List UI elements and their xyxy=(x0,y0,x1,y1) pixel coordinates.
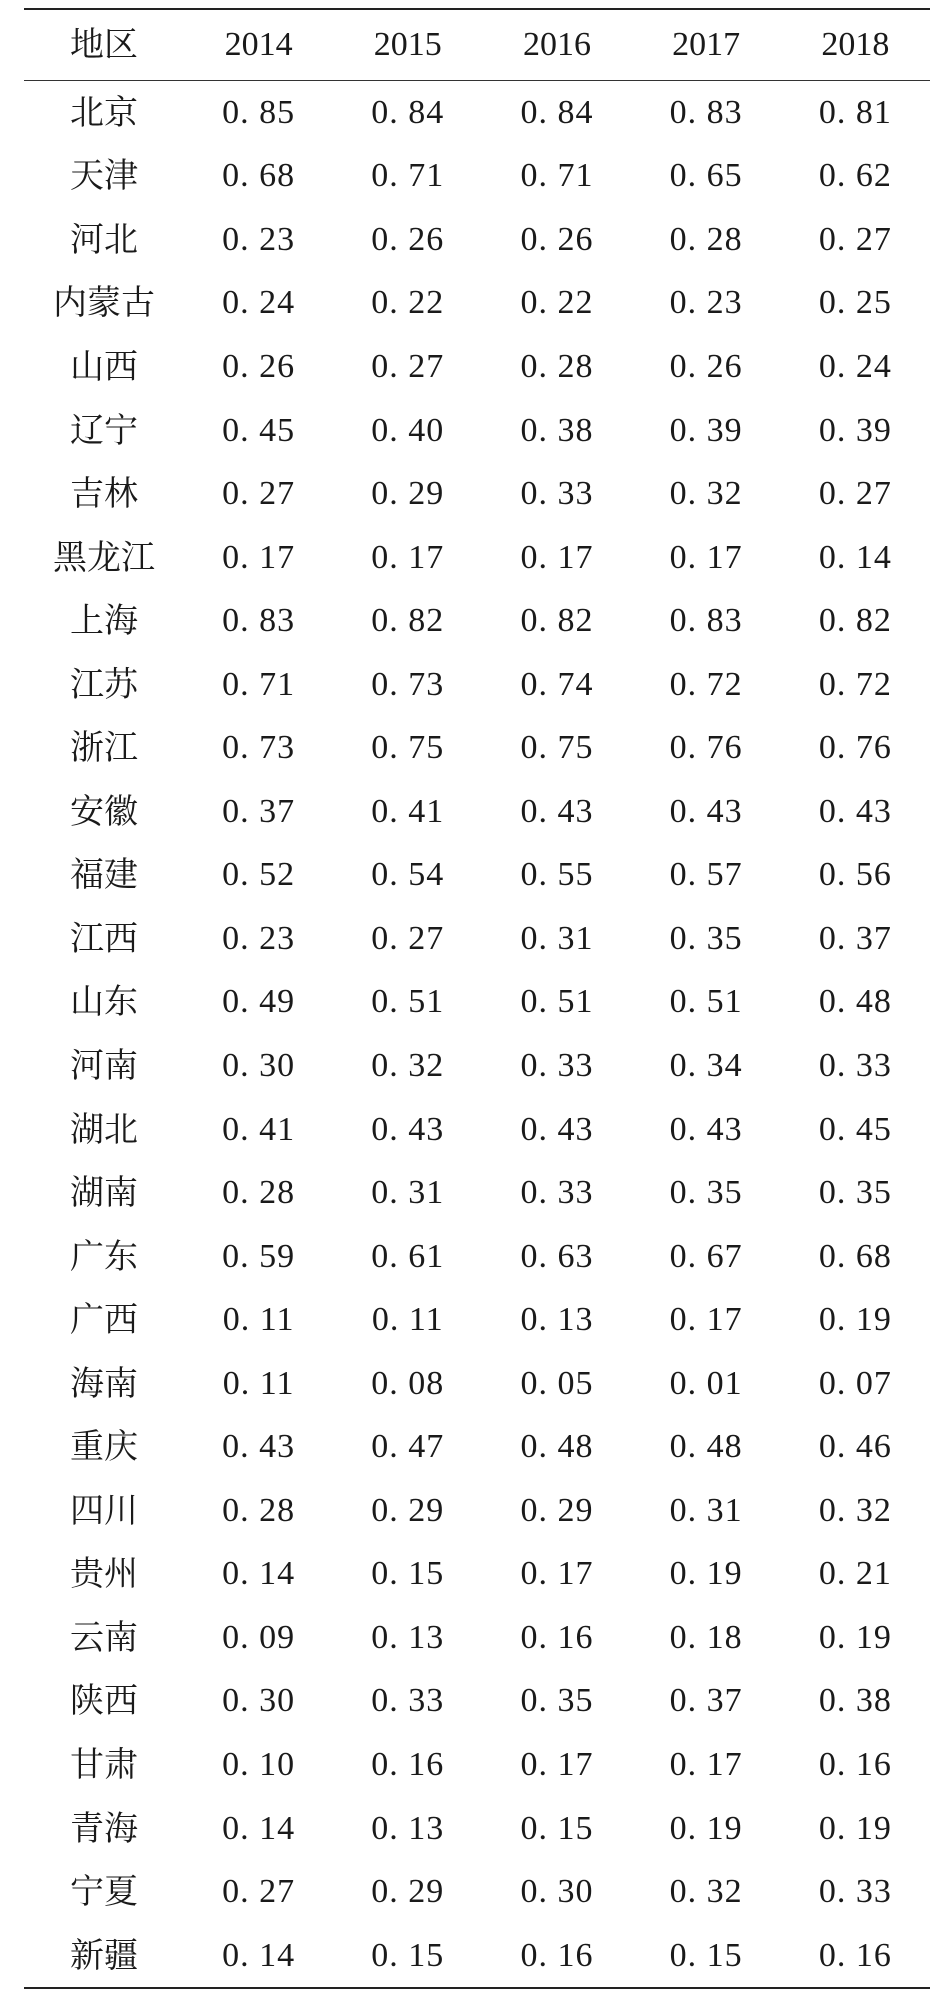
region-cell: 宁夏 xyxy=(70,1872,138,1913)
value-cell: 0. 17 xyxy=(669,538,743,576)
value-cell: 0. 10 xyxy=(222,1745,296,1783)
value-cell: 0. 26 xyxy=(669,347,743,385)
value-cell: 0. 75 xyxy=(371,729,445,767)
table-row xyxy=(24,399,930,463)
region-cell: 海南 xyxy=(70,1363,138,1404)
table-row xyxy=(24,1733,930,1797)
region-cell: 云南 xyxy=(70,1617,138,1658)
value-cell: 0. 81 xyxy=(818,93,892,131)
table-row xyxy=(24,462,930,526)
header-year-2018: 2018 xyxy=(821,26,890,63)
value-cell: 0. 43 xyxy=(818,792,892,830)
value-cell: 0. 61 xyxy=(371,1237,445,1275)
value-cell: 0. 59 xyxy=(222,1237,296,1275)
value-cell: 0. 71 xyxy=(222,665,296,703)
region-cell: 天津 xyxy=(70,156,138,197)
value-cell: 0. 31 xyxy=(371,1174,445,1212)
value-cell: 0. 55 xyxy=(520,856,594,894)
value-cell: 0. 13 xyxy=(371,1809,445,1847)
region-cell: 河北 xyxy=(70,219,138,260)
value-cell: 0. 71 xyxy=(520,157,594,195)
table-row xyxy=(24,1098,930,1162)
value-cell: 0. 30 xyxy=(222,1046,296,1084)
table-row xyxy=(24,907,930,971)
value-cell: 0. 51 xyxy=(520,983,594,1021)
region-cell: 北京 xyxy=(70,92,138,133)
value-cell: 0. 45 xyxy=(818,1110,892,1148)
value-cell: 0. 11 xyxy=(222,1364,295,1402)
value-cell: 0. 29 xyxy=(371,1491,445,1529)
table-row xyxy=(24,1352,930,1416)
value-cell: 0. 38 xyxy=(818,1682,892,1720)
value-cell: 0. 56 xyxy=(818,856,892,894)
region-cell: 青海 xyxy=(70,1808,138,1849)
value-cell: 0. 32 xyxy=(818,1491,892,1529)
value-cell: 0. 41 xyxy=(371,792,445,830)
table-row xyxy=(24,716,930,780)
value-cell: 0. 31 xyxy=(669,1491,743,1529)
value-cell: 0. 19 xyxy=(669,1809,743,1847)
value-cell: 0. 38 xyxy=(520,411,594,449)
value-cell: 0. 54 xyxy=(371,856,445,894)
region-cell: 河南 xyxy=(70,1045,138,1086)
value-cell: 0. 28 xyxy=(222,1174,296,1212)
value-cell: 0. 47 xyxy=(371,1428,445,1466)
value-cell: 0. 39 xyxy=(818,411,892,449)
value-cell: 0. 37 xyxy=(669,1682,743,1720)
value-cell: 0. 32 xyxy=(669,1873,743,1911)
value-cell: 0. 62 xyxy=(818,157,892,195)
value-cell: 0. 65 xyxy=(669,157,743,195)
value-cell: 0. 32 xyxy=(669,475,743,513)
value-cell: 0. 19 xyxy=(669,1555,743,1593)
value-cell: 0. 27 xyxy=(222,475,296,513)
region-cell: 黑龙江 xyxy=(53,537,155,578)
value-cell: 0. 01 xyxy=(669,1364,743,1402)
value-cell: 0. 40 xyxy=(371,411,445,449)
value-cell: 0. 16 xyxy=(520,1618,594,1656)
value-cell: 0. 08 xyxy=(371,1364,445,1402)
value-cell: 0. 46 xyxy=(818,1428,892,1466)
value-cell: 0. 21 xyxy=(818,1555,892,1593)
value-cell: 0. 48 xyxy=(818,983,892,1021)
value-cell: 0. 85 xyxy=(222,93,296,131)
value-cell: 0. 25 xyxy=(818,284,892,322)
region-cell: 重庆 xyxy=(70,1427,138,1468)
value-cell: 0. 33 xyxy=(371,1682,445,1720)
value-cell: 0. 43 xyxy=(520,792,594,830)
value-cell: 0. 28 xyxy=(669,220,743,258)
value-cell: 0. 30 xyxy=(222,1682,296,1720)
region-cell: 湖北 xyxy=(70,1109,138,1150)
value-cell: 0. 34 xyxy=(669,1046,743,1084)
region-cell: 山西 xyxy=(70,346,138,387)
value-cell: 0. 72 xyxy=(818,665,892,703)
value-cell: 0. 72 xyxy=(669,665,743,703)
value-cell: 0. 23 xyxy=(669,284,743,322)
value-cell: 0. 83 xyxy=(669,602,743,640)
value-cell: 0. 19 xyxy=(818,1301,892,1339)
value-cell: 0. 41 xyxy=(222,1110,296,1148)
table-row xyxy=(24,971,930,1035)
value-cell: 0. 43 xyxy=(669,1110,743,1148)
value-cell: 0. 23 xyxy=(222,220,296,258)
value-cell: 0. 16 xyxy=(371,1745,445,1783)
value-cell: 0. 43 xyxy=(222,1428,296,1466)
value-cell: 0. 73 xyxy=(222,729,296,767)
value-cell: 0. 14 xyxy=(818,538,892,576)
table-row xyxy=(24,1670,930,1734)
table-row xyxy=(24,81,930,145)
value-cell: 0. 19 xyxy=(818,1618,892,1656)
value-cell: 0. 28 xyxy=(222,1491,296,1529)
value-cell: 0. 73 xyxy=(371,665,445,703)
value-cell: 0. 76 xyxy=(669,729,743,767)
value-cell: 0. 51 xyxy=(669,983,743,1021)
value-cell: 0. 52 xyxy=(222,856,296,894)
value-cell: 0. 11 xyxy=(371,1301,444,1339)
value-cell: 0. 35 xyxy=(520,1682,594,1720)
value-cell: 0. 82 xyxy=(818,602,892,640)
value-cell: 0. 31 xyxy=(520,919,594,957)
table-row xyxy=(24,844,930,908)
value-cell: 0. 15 xyxy=(371,1936,445,1974)
value-cell: 0. 24 xyxy=(818,347,892,385)
table-row xyxy=(24,1161,930,1225)
value-cell: 0. 37 xyxy=(222,792,296,830)
value-cell: 0. 27 xyxy=(371,919,445,957)
value-cell: 0. 17 xyxy=(371,538,445,576)
value-cell: 0. 43 xyxy=(371,1110,445,1148)
region-cell: 贵州 xyxy=(70,1554,138,1595)
region-cell: 内蒙古 xyxy=(53,283,155,324)
value-cell: 0. 68 xyxy=(222,157,296,195)
value-cell: 0. 23 xyxy=(222,919,296,957)
region-cell: 山东 xyxy=(70,982,138,1023)
region-cell: 新疆 xyxy=(70,1935,138,1976)
value-cell: 0. 33 xyxy=(520,1174,594,1212)
value-cell: 0. 17 xyxy=(520,1555,594,1593)
region-cell: 吉林 xyxy=(70,474,138,515)
value-cell: 0. 16 xyxy=(818,1936,892,1974)
region-cell: 上海 xyxy=(70,601,138,642)
table-row xyxy=(24,1860,930,1924)
table-row xyxy=(24,526,930,590)
table-row xyxy=(24,145,930,209)
header-year-2015: 2015 xyxy=(373,26,442,63)
region-cell: 广西 xyxy=(70,1300,138,1341)
value-cell: 0. 05 xyxy=(520,1364,594,1402)
value-cell: 0. 22 xyxy=(520,284,594,322)
region-cell: 江苏 xyxy=(70,664,138,705)
region-cell: 浙江 xyxy=(70,728,138,769)
value-cell: 0. 43 xyxy=(520,1110,594,1148)
value-cell: 0. 27 xyxy=(371,347,445,385)
value-cell: 0. 14 xyxy=(222,1936,296,1974)
value-cell: 0. 17 xyxy=(520,538,594,576)
value-cell: 0. 14 xyxy=(222,1555,296,1593)
value-cell: 0. 48 xyxy=(520,1428,594,1466)
table-row xyxy=(24,1288,930,1352)
value-cell: 0. 35 xyxy=(669,1174,743,1212)
value-cell: 0. 17 xyxy=(669,1745,743,1783)
value-cell: 0. 84 xyxy=(371,93,445,131)
table-row xyxy=(24,272,930,336)
value-cell: 0. 71 xyxy=(371,157,445,195)
header-year-2016: 2016 xyxy=(522,26,591,63)
value-cell: 0. 57 xyxy=(669,856,743,894)
value-cell: 0. 33 xyxy=(520,1046,594,1084)
table-row xyxy=(24,1924,930,1988)
data-table xyxy=(24,8,930,1989)
value-cell: 0. 27 xyxy=(222,1873,296,1911)
value-cell: 0. 15 xyxy=(371,1555,445,1593)
table-body xyxy=(24,81,930,1987)
region-cell: 安徽 xyxy=(70,791,138,832)
value-cell: 0. 51 xyxy=(371,983,445,1021)
value-cell: 0. 17 xyxy=(222,538,296,576)
value-cell: 0. 28 xyxy=(520,347,594,385)
table-row xyxy=(24,208,930,272)
value-cell: 0. 82 xyxy=(371,602,445,640)
value-cell: 0. 35 xyxy=(669,919,743,957)
value-cell: 0. 19 xyxy=(818,1809,892,1847)
value-cell: 0. 30 xyxy=(520,1873,594,1911)
header-year-2017: 2017 xyxy=(672,26,741,63)
value-cell: 0. 26 xyxy=(371,220,445,258)
value-cell: 0. 32 xyxy=(371,1046,445,1084)
table-row xyxy=(24,1225,930,1289)
value-cell: 0. 68 xyxy=(818,1237,892,1275)
region-cell: 湖南 xyxy=(70,1173,138,1214)
table-row xyxy=(24,335,930,399)
value-cell: 0. 37 xyxy=(818,919,892,957)
value-cell: 0. 29 xyxy=(371,1873,445,1911)
table-row xyxy=(24,1606,930,1670)
table-row xyxy=(24,780,930,844)
value-cell: 0. 22 xyxy=(371,284,445,322)
value-cell: 0. 33 xyxy=(520,475,594,513)
value-cell: 0. 27 xyxy=(818,475,892,513)
value-cell: 0. 26 xyxy=(222,347,296,385)
value-cell: 0. 33 xyxy=(818,1873,892,1911)
value-cell: 0. 15 xyxy=(669,1936,743,1974)
value-cell: 0. 82 xyxy=(520,602,594,640)
value-cell: 0. 07 xyxy=(818,1364,892,1402)
value-cell: 0. 29 xyxy=(371,475,445,513)
value-cell: 0. 75 xyxy=(520,729,594,767)
value-cell: 0. 24 xyxy=(222,284,296,322)
value-cell: 0. 29 xyxy=(520,1491,594,1529)
value-cell: 0. 83 xyxy=(669,93,743,131)
value-cell: 0. 09 xyxy=(222,1618,296,1656)
header-row xyxy=(24,10,930,80)
value-cell: 0. 16 xyxy=(818,1745,892,1783)
header-year-2014: 2014 xyxy=(224,26,293,63)
value-cell: 0. 17 xyxy=(520,1745,594,1783)
table-row xyxy=(24,653,930,717)
table-row xyxy=(24,1479,930,1543)
value-cell: 0. 49 xyxy=(222,983,296,1021)
region-cell: 甘肃 xyxy=(70,1744,138,1785)
value-cell: 0. 35 xyxy=(818,1174,892,1212)
region-year-table xyxy=(24,10,930,1987)
region-cell: 陕西 xyxy=(70,1681,138,1722)
region-cell: 辽宁 xyxy=(70,410,138,451)
value-cell: 0. 45 xyxy=(222,411,296,449)
value-cell: 0. 63 xyxy=(520,1237,594,1275)
table-row xyxy=(24,1543,930,1607)
value-cell: 0. 67 xyxy=(669,1237,743,1275)
value-cell: 0. 76 xyxy=(818,729,892,767)
header-region: 地区 xyxy=(70,25,138,65)
value-cell: 0. 48 xyxy=(669,1428,743,1466)
value-cell: 0. 26 xyxy=(520,220,594,258)
bottom-rule xyxy=(24,1987,930,1989)
value-cell: 0. 27 xyxy=(818,220,892,258)
value-cell: 0. 15 xyxy=(520,1809,594,1847)
value-cell: 0. 13 xyxy=(371,1618,445,1656)
table-row xyxy=(24,1034,930,1098)
table-row xyxy=(24,589,930,653)
value-cell: 0. 16 xyxy=(520,1936,594,1974)
value-cell: 0. 14 xyxy=(222,1809,296,1847)
region-cell: 福建 xyxy=(70,855,138,896)
value-cell: 0. 17 xyxy=(669,1301,743,1339)
value-cell: 0. 83 xyxy=(222,602,296,640)
value-cell: 0. 84 xyxy=(520,93,594,131)
value-cell: 0. 13 xyxy=(520,1301,594,1339)
value-cell: 0. 39 xyxy=(669,411,743,449)
table-row xyxy=(24,1415,930,1479)
region-cell: 广东 xyxy=(70,1236,138,1277)
region-cell: 四川 xyxy=(70,1490,138,1531)
region-cell: 江西 xyxy=(70,918,138,959)
value-cell: 0. 11 xyxy=(222,1301,295,1339)
value-cell: 0. 18 xyxy=(669,1618,743,1656)
table-row xyxy=(24,1797,930,1861)
value-cell: 0. 74 xyxy=(520,665,594,703)
value-cell: 0. 33 xyxy=(818,1046,892,1084)
value-cell: 0. 43 xyxy=(669,792,743,830)
